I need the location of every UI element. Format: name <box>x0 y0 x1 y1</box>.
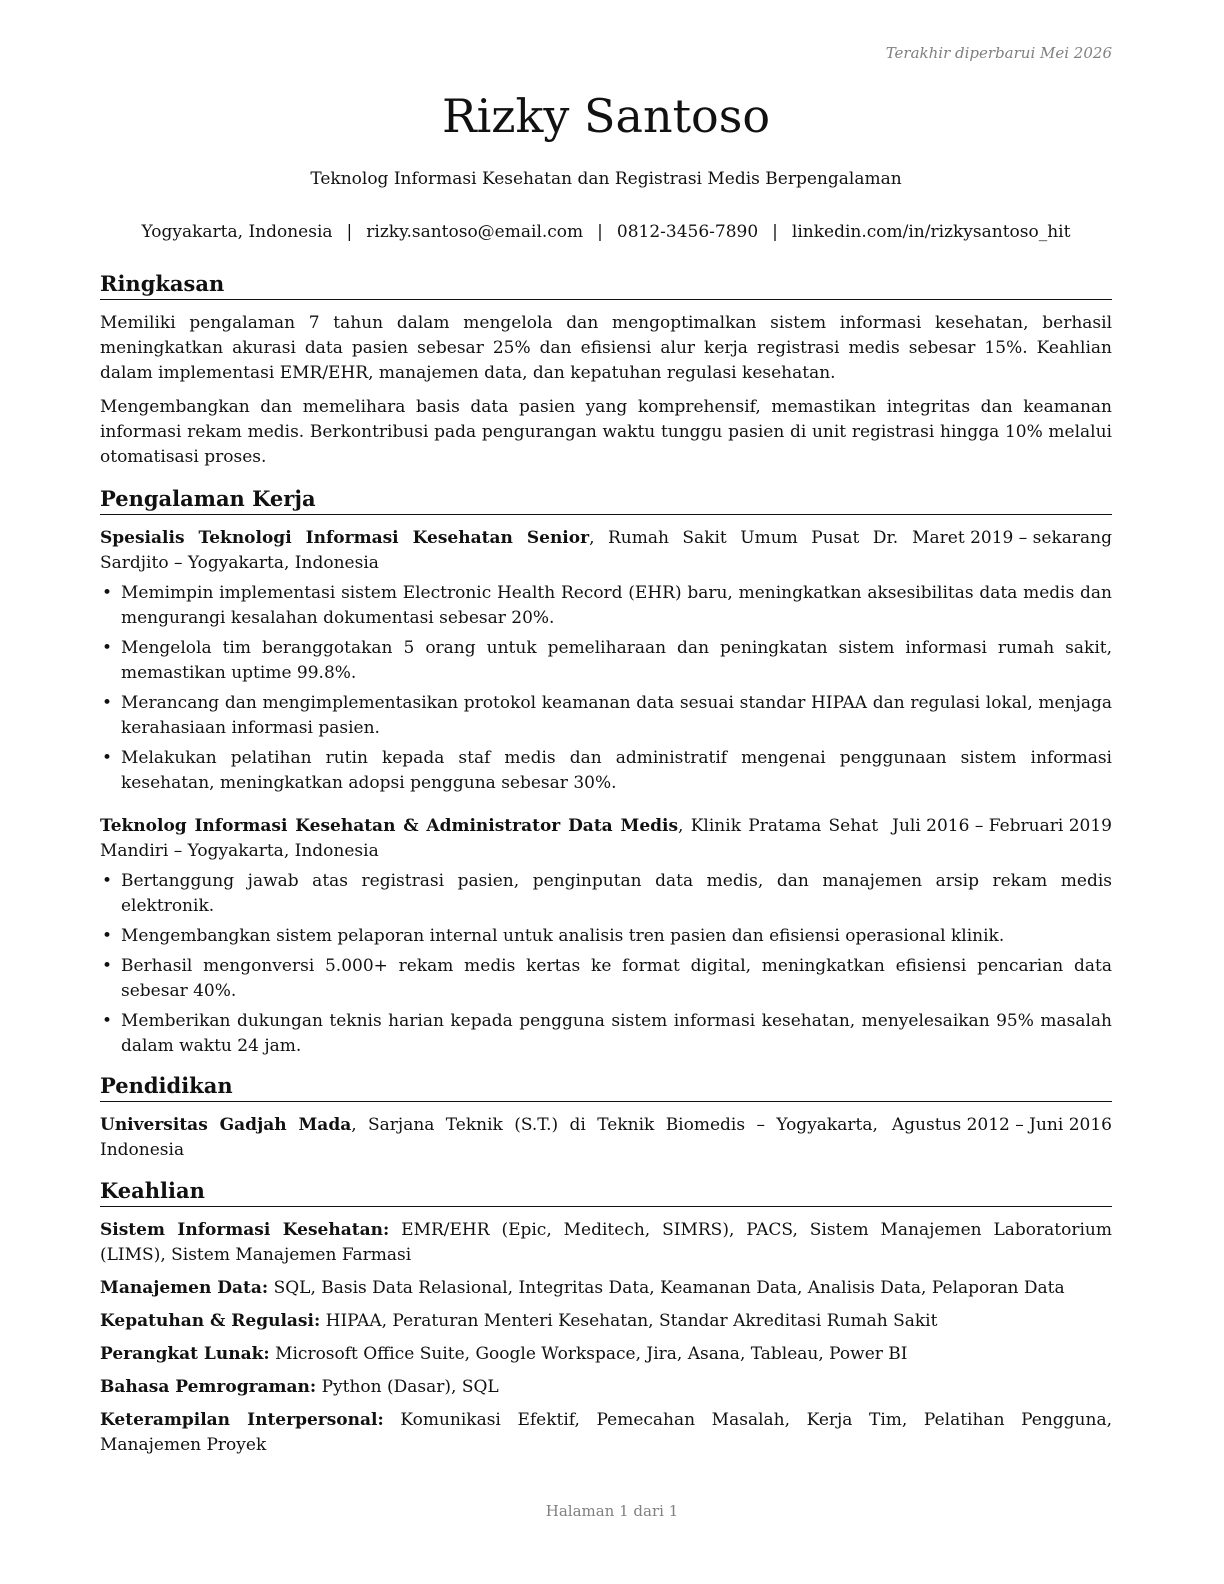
contact-separator: | <box>346 222 353 242</box>
bullet-text: Memimpin implementasi sistem Electronic Health Record (EHR) baru, meningkatkan aksesibilitas data medis dan mengurangi kesalahan dokumentasi sebesar 20%. <box>121 583 1112 628</box>
education-section <box>100 1072 1112 1163</box>
skill-label: Manajemen Data: <box>100 1278 269 1298</box>
resume-content <box>100 270 1112 1466</box>
job-bullet <box>100 746 1112 796</box>
contact-phone: 0812-3456-7890 <box>616 222 759 242</box>
contact-separator: | <box>597 222 603 242</box>
job-entry <box>100 814 1112 1059</box>
job-date: Juli 2016 – Februari 2019 <box>892 816 1112 836</box>
job-bullets <box>100 869 1112 1059</box>
skill-item <box>100 1276 1112 1301</box>
skill-label: Keterampilan Interpersonal: <box>100 1410 384 1430</box>
skill-label: Sistem Informasi Kesehatan: <box>100 1220 390 1240</box>
education-detail: , Sarjana Teknik (S.T.) di Teknik Biomedis – Yogyakarta, Indonesia <box>100 1115 878 1160</box>
section-title-skills: Keahlian <box>100 1177 1112 1207</box>
skill-value: Microsoft Office Suite, Google Workspace, Jira, Asana, Tableau, Power BI <box>269 1344 908 1364</box>
job-bullets <box>100 581 1112 796</box>
bullet-dot: • <box>102 583 113 603</box>
contact-line <box>100 219 1112 245</box>
contact-location: Yogyakarta, Indonesia <box>141 222 333 242</box>
skill-item <box>100 1342 1112 1367</box>
skill-label: Bahasa Pemrograman: <box>100 1377 317 1397</box>
section-title-summary: Ringkasan <box>100 270 1112 300</box>
section-title-education: Pendidikan <box>100 1072 1112 1102</box>
job-role: Spesialis Teknologi Informasi Kesehatan Senior <box>100 528 590 548</box>
job-title-line <box>100 814 878 864</box>
job-bullet <box>100 869 1112 919</box>
contact-linkedin[interactable]: linkedin.com/in/rizkysantoso_hit <box>791 222 1071 242</box>
bullet-dot: • <box>102 1011 113 1031</box>
bullet-text: Merancang dan mengimplementasikan protokol keamanan data sesuai standar HIPAA dan regulasi lokal, menjaga kerahasiaan informasi pasien. <box>121 693 1112 738</box>
summary-section <box>100 270 1112 470</box>
skill-label: Kepatuhan & Regulasi: <box>100 1311 321 1331</box>
skills-section <box>100 1177 1112 1458</box>
bullet-dot: • <box>102 748 113 768</box>
skill-item <box>100 1309 1112 1334</box>
bullet-dot: • <box>102 956 113 976</box>
contact-email[interactable]: rizky.santoso@email.com <box>366 222 584 242</box>
skill-item <box>100 1408 1112 1458</box>
job-header <box>100 814 1112 864</box>
job-bullet <box>100 636 1112 686</box>
page-number: Halaman 1 dari 1 <box>545 1502 679 1520</box>
bullet-dot: • <box>102 638 113 658</box>
education-line <box>100 1113 878 1163</box>
candidate-name: Rizky Santoso <box>441 89 771 143</box>
skill-value: HIPAA, Peraturan Menteri Kesehatan, Standar Akreditasi Rumah Sakit <box>320 1311 938 1331</box>
job-bullet <box>100 581 1112 631</box>
contact-separator: | <box>772 222 778 242</box>
summary-paragraph: Mengembangkan dan memelihara basis data pasien yang komprehensif, memastikan integritas dan keamanan informasi rekam medis. Berkontribusi pada pengurangan waktu tunggu pasien di unit registrasi hingga 10% melalui otomatisasi proses. <box>100 397 1112 467</box>
skill-label: Perangkat Lunak: <box>100 1344 270 1364</box>
bullet-text: Berhasil mengonversi 5.000+ rekam medis kertas ke format digital, meningkatkan efisiensi pencarian data sebesar 40%. <box>121 956 1112 1001</box>
experience-section <box>100 485 1112 1059</box>
summary-paragraph: Memiliki pengalaman 7 tahun dalam mengelola dan mengoptimalkan sistem informasi kesehatan, berhasil meningkatkan akurasi data pasien sebesar 25% dan efisiensi alur kerja registrasi medis sebesar 15%. Keahlian dalam implementasi EMR/EHR, manajemen data, dan kepatuhan regulasi kesehatan. <box>100 313 1112 383</box>
skill-value: Komunikasi Efektif, Pemecahan Masalah, Kerja Tim, Pelatihan Pengguna, Manajemen Proyek <box>100 1410 1112 1455</box>
education-entry <box>100 1113 1112 1163</box>
bullet-text: Memberikan dukungan teknis harian kepada pengguna sistem informasi kesehatan, menyelesaikan 95% masalah dalam waktu 24 jam. <box>121 1011 1112 1056</box>
bullet-text: Bertanggung jawab atas registrasi pasien, penginputan data medis, dan manajemen arsip rekam medis elektronik. <box>121 871 1112 916</box>
skill-item <box>100 1375 1112 1400</box>
job-bullet <box>100 924 1112 949</box>
bullet-text: Melakukan pelatihan rutin kepada staf medis dan administratif mengenai penggunaan sistem informasi kesehatan, meningkatkan adopsi pengguna sebesar 30%. <box>121 748 1112 793</box>
job-organization: , Klinik Pratama Sehat Mandiri – Yogyakarta, Indonesia <box>100 816 879 861</box>
bullet-dot: • <box>102 693 113 713</box>
job-bullet <box>100 954 1112 1004</box>
skill-item <box>100 1218 1112 1268</box>
bullet-text: Mengelola tim beranggotakan 5 orang untuk pemeliharaan dan peningkatan sistem informasi rumah sakit, memastikan uptime 99.8%. <box>121 638 1112 683</box>
job-header <box>100 526 1112 576</box>
bullet-text: Mengembangkan sistem pelaporan internal untuk analisis tren pasien dan efisiensi operasional klinik. <box>121 926 1005 946</box>
skill-value: EMR/EHR (Epic, Meditech, SIMRS), PACS, Sistem Manajemen Laboratorium (LIMS), Sistem Manajemen Farmasi <box>100 1220 1112 1265</box>
section-title-experience: Pengalaman Kerja <box>100 485 1112 515</box>
job-date: Maret 2019 – sekarang <box>912 528 1112 548</box>
education-school: Universitas Gadjah Mada <box>100 1115 352 1135</box>
skill-value: SQL, Basis Data Relasional, Integritas Data, Keamanan Data, Analisis Data, Pelaporan Data <box>268 1278 1065 1298</box>
bullet-dot: • <box>102 871 113 891</box>
skill-value: Python (Dasar), SQL <box>316 1377 499 1397</box>
bullet-dot: • <box>102 926 113 946</box>
job-bullet <box>100 691 1112 741</box>
job-title-line <box>100 526 898 576</box>
job-bullet <box>100 1009 1112 1059</box>
candidate-headline: Teknolog Informasi Kesehatan dan Registrasi Medis Berpengalaman <box>310 169 902 189</box>
last-updated-note: Terakhir diperbarui Mei 2026 <box>885 44 1112 62</box>
job-entry <box>100 526 1112 796</box>
job-organization: , Rumah Sakit Umum Pusat Dr. Sardjito – Yogyakarta, Indonesia <box>100 528 899 573</box>
job-role: Teknolog Informasi Kesehatan & Administrator Data Medis <box>100 816 679 836</box>
education-date: Agustus 2012 – Juni 2016 <box>891 1115 1112 1135</box>
